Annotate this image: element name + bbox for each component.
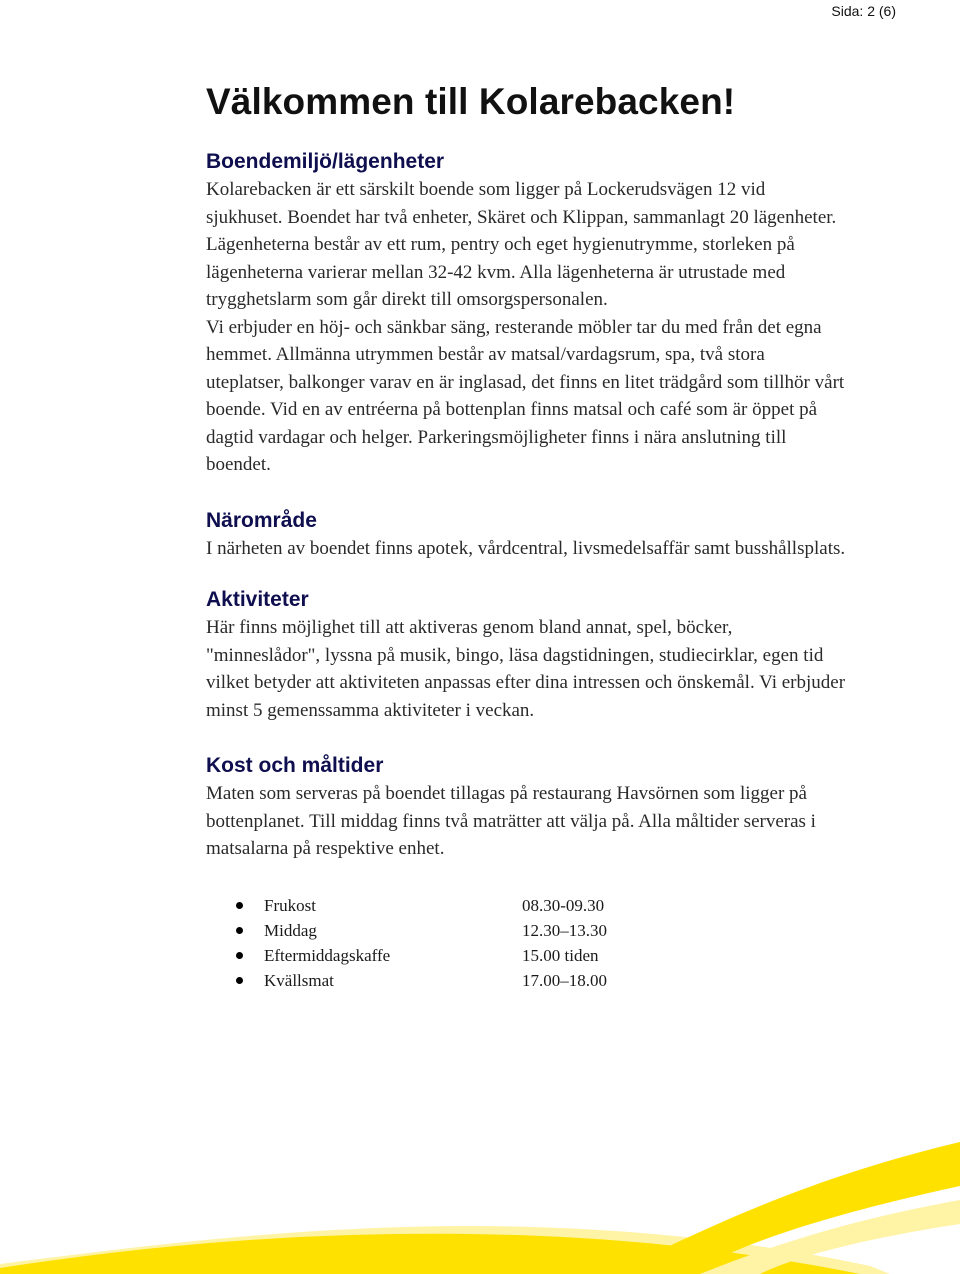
page-number: Sida: 2 (6) bbox=[831, 3, 896, 19]
meal-time: 12.30–13.30 bbox=[522, 920, 607, 940]
meal-time: 08.30-09.30 bbox=[522, 895, 605, 915]
section-heading-naromrade: Närområde bbox=[206, 508, 317, 532]
meal-time: 17.00–18.00 bbox=[522, 970, 607, 990]
paragraph-boendemiljo-1: Kolarebacken är ett särskilt boende som ligger på Lockerudsvägen 12 vid sjukhuset. Boendet har två enheter, Skäret och Klippan, sammanlagt 20 lägenheter. Lägenheterna består av ett rum, pentry och eget hygienutrymme, storleken på lägenheterna varierar mellan 32-42 kvm. Alla lägenheterna är utrustade med trygghetslarm som går direkt till omsorgspersonalen. bbox=[206, 179, 837, 310]
meal-name: Middag bbox=[264, 920, 317, 940]
bullet-icon bbox=[236, 927, 243, 934]
meal-name: Eftermiddagskaffe bbox=[264, 945, 391, 965]
document-content bbox=[206, 78, 846, 993]
section-heading-kost: Kost och måltider bbox=[206, 754, 384, 777]
list-item bbox=[206, 893, 846, 918]
list-item bbox=[206, 943, 846, 968]
meal-time: 15.00 tiden bbox=[522, 945, 599, 965]
list-item bbox=[206, 968, 846, 993]
section-heading-boendemiljo: Boendemiljö/lägenheter bbox=[206, 150, 445, 173]
meal-schedule-list bbox=[206, 893, 846, 993]
bullet-icon bbox=[236, 952, 243, 959]
list-item bbox=[206, 918, 846, 943]
bullet-icon bbox=[236, 902, 243, 909]
bullet-icon bbox=[236, 977, 243, 984]
section-heading-aktiviteter: Aktiviteter bbox=[206, 588, 309, 611]
meal-name: Frukost bbox=[264, 895, 316, 915]
meal-name: Kvällsmat bbox=[264, 970, 334, 990]
paragraph-kost: Maten som serveras på boendet tillagas på restaurang Havsörnen som ligger på bottenplanet. Till middag finns två maträtter att välja på. Alla måltider serveras i matsalarna på respektive enhet. bbox=[206, 783, 816, 859]
paragraph-boendemiljo-2: Vi erbjuder en höj- och sänkbar säng, resterande möbler tar du med från det egna hemmet. Allmänna utrymmen består av matsal/vardagsrum, spa, två stora uteplatser, balkonger varav en är inglasad, det finns en litet trädgård som tillhör vårt boende. Vid en av entréerna på bottenplan finns matsal och café som är öppet på dagtid vardagar och helger. Parkeringsmöjligheter finns i nära anslutning till boendet. bbox=[206, 316, 845, 475]
paragraph-naromrade: I närheten av boendet finns apotek, vårdcentral, livsmedelsaffär samt busshållsplats. bbox=[206, 537, 846, 559]
page-title: Välkommen till Kolarebacken! bbox=[206, 81, 736, 122]
decorative-yellow-wave bbox=[0, 1114, 960, 1274]
paragraph-aktiviteter: Här finns möjlighet till att aktiveras genom bland annat, spel, böcker, "minneslådor", lyssna på musik, bingo, läsa dagstidningen, studiecirklar, egen tid vilket betyder att aktiviteten anpassas efter dina intressen och önskemål. Vi erbjuder minst 5 gemenssamma aktiviteter i veckan. bbox=[206, 617, 846, 721]
